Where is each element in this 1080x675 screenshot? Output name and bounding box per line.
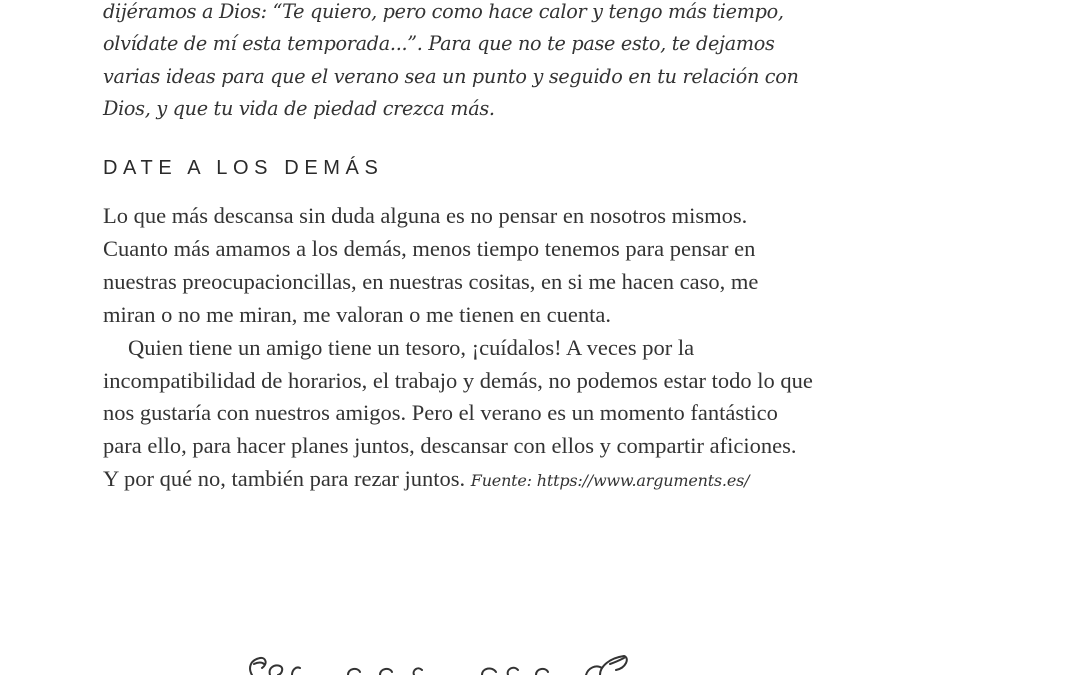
- body-paragraph-1: Lo que más descansa sin duda alguna es no pensar en nosotros mismos. Cuanto más amamos a los demás, menos tiempo tenemos para pensar en nuestras preocupacioncillas, en nuestras cositas, en si me hacen caso, me miran o no me miran, me valoran o me tienen en cuenta.: [103, 203, 759, 327]
- body-paragraph-2: [103, 332, 815, 499]
- floral-vine-ornament-icon: [240, 650, 640, 675]
- source-label: Fuente: https://www.arguments.es/: [470, 471, 750, 491]
- intro-paragraph: dijéramos a Dios: “Te quiero, pero como hace calor y tengo más tiempo, olvídate de mí esta temporada...”. Para que no te pase esto, te dejamos varias ideas para que el verano sea un punto y seguido en tu relación con Dios, y que tu vida de piedad crezca más.: [103, 0, 799, 120]
- body-paragraph-2-text: Quien tiene un amigo tiene un tesoro, ¡cuídalos! A veces por la incompatibilidad de horarios, el trabajo y demás, no podemos estar todo lo que nos gustaría con nuestros amigos. Pero el verano es un momento fantástico para ello, para hacer planes juntos, descansar con ellos y compartir aficiones. Y por qué no, también para rezar juntos.: [103, 334, 813, 492]
- section-heading: DATE A LOS DEMÁS: [103, 157, 384, 179]
- section-body: [103, 200, 815, 498]
